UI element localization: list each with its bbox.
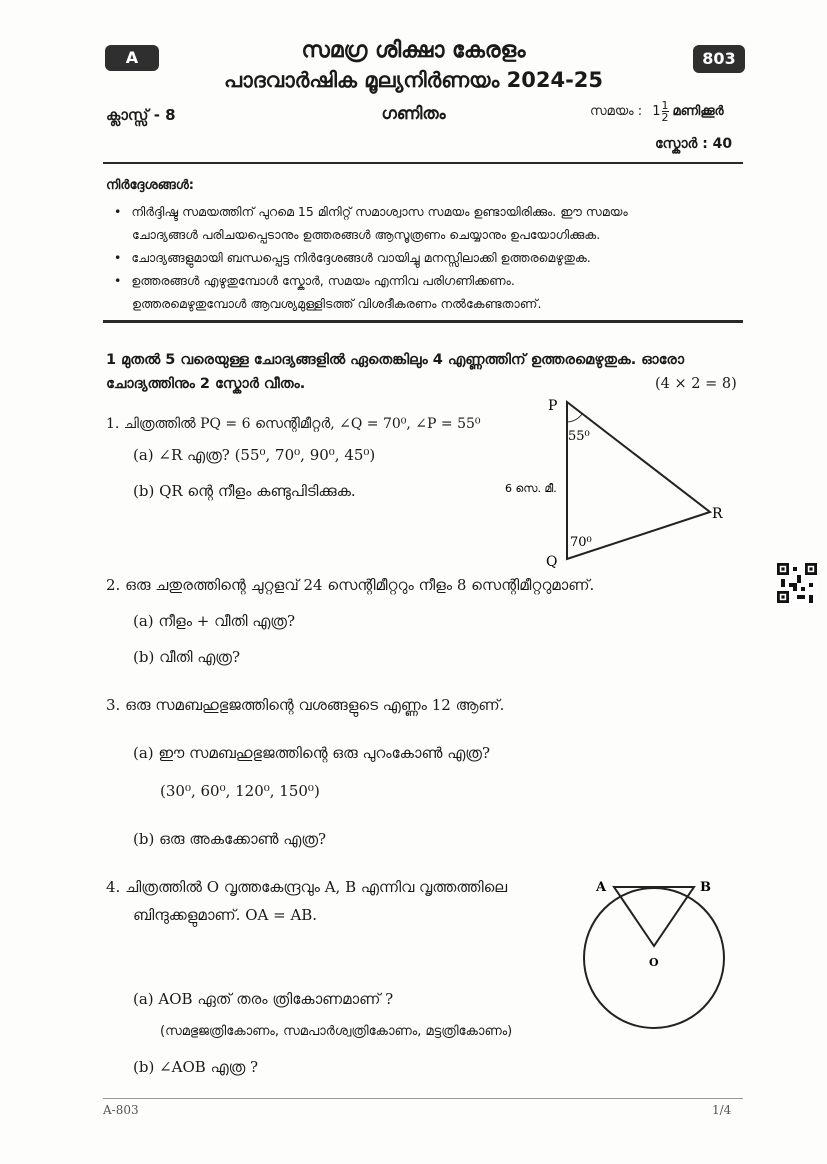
instruction-item: ഉത്തരമെഴുതുമ്പോൾ ആവശ്യമുള്ളിടത്ത് വിശദീകരണം നൽകേണ്ടതാണ്.	[132, 296, 542, 311]
time-label: സമയം :	[590, 104, 643, 119]
angle-p-arc	[567, 414, 582, 422]
q1-part-b: (b) QR ന്റെ നീളം കണ്ടുപിടിക്കുക.	[133, 482, 356, 500]
q2-part-b: (b) വീതി എത്ര?	[133, 648, 240, 666]
q3-part-a-options: (30⁰, 60⁰, 120⁰, 150⁰)	[160, 782, 320, 800]
instruction-item: ചോദ്യങ്ങൾ പരിചയപ്പെടാനും ഉത്തരങ്ങൾ ആസൂത്രണം ചെയ്യാനും ഉപയോഗിക്കുക.	[132, 227, 601, 242]
section-instruction-line2: ചോദ്യത്തിനും 2 സ്കോർ വീതം.	[106, 376, 306, 392]
point-a-label: A	[596, 880, 607, 895]
instruction-item: • ഉത്തരങ്ങൾ എഴുതുമ്പോൾ സ്കോർ, സമയം എന്നിവ പരിഗണിക്കണം.	[114, 273, 515, 288]
time-unit: മണിക്കൂർ	[672, 104, 724, 119]
time-whole: 1	[652, 104, 661, 119]
q4-part-b: (b) ∠AOB എത്ര ?	[133, 1058, 259, 1076]
center-o-label: O	[649, 956, 659, 969]
time-fraction-num: 1	[661, 99, 669, 112]
instructions-heading: നിർദ്ദേശങ്ങൾ:	[106, 178, 194, 193]
q4-part-a-options: (സമഭുജത്രികോണം, സമപാർശ്വത്രികോണം, മട്ടത്രികോണം)	[160, 1024, 513, 1039]
exam-title: പാദവാർഷിക മൂല്യനിർണയം 2024-25	[223, 68, 604, 92]
instruction-item: • ചോദ്യങ്ങളുമായി ബന്ധപ്പെട്ട നിർദ്ദേശങ്ങൾ വായിച്ചു മനസ്സിലാക്കി ഉത്തരമെഴുതുക.	[114, 250, 591, 265]
total-score: സ്കോർ : 40	[655, 136, 733, 152]
subject-title: ഗണിതം	[381, 104, 446, 124]
vertex-p-label: P	[548, 398, 558, 414]
time-info	[590, 100, 724, 123]
vertex-r-label: R	[712, 506, 723, 522]
angle-p-label: 55⁰	[568, 429, 590, 444]
footer-divider	[103, 1098, 743, 1099]
q1-part-a: (a) ∠R എത്ര? (55⁰, 70⁰, 90⁰, 45⁰)	[133, 446, 376, 464]
triangle-aob	[614, 887, 694, 946]
instructions-list	[114, 200, 628, 315]
page-number: 1/4	[712, 1103, 732, 1117]
q4-circle-figure	[578, 870, 738, 1030]
instructions-divider	[103, 320, 743, 323]
class-label: ക്ലാസ്സ് - 8	[106, 106, 176, 124]
footer-code: A-803	[103, 1103, 139, 1117]
angle-q-label: 70⁰	[570, 535, 592, 550]
q4-stem-line2: ബിന്ദുക്കളുമാണ്. OA = AB.	[133, 906, 318, 924]
qr-code	[777, 563, 817, 603]
vertex-q-label: Q	[546, 554, 558, 570]
q3-part-b: (b) ഒരു അകക്കോൺ എത്ര?	[133, 830, 327, 848]
header-divider	[103, 162, 743, 164]
q2-stem: 2. ഒരു ചതുരത്തിന്റെ ചുറ്റളവ് 24 സെന്റിമീറ്ററും നീളം 8 സെന്റിമീറ്ററുമാണ്.	[106, 576, 595, 594]
section-instruction-line1: 1 മുതൽ 5 വരെയുള്ള ചോദ്യങ്ങളിൽ ഏതെങ്കിലും 4 എണ്ണത്തിന് ഉത്തരമെഴുതുക. ഓരോ	[106, 352, 685, 368]
q2-part-a: (a) നീളം + വീതി എത്ര?	[133, 612, 296, 630]
side-pq-label: 6 സെ. മീ.	[505, 482, 557, 495]
exam-org-title: സമഗ്ര ശിക്ഷാ കേരളം	[301, 38, 526, 63]
point-b-label: B	[700, 880, 711, 895]
q1-triangle-figure	[500, 392, 740, 572]
q1-stem: 1. ചിത്രത്തിൽ PQ = 6 സെന്റിമീറ്റർ, ∠Q = 70⁰, ∠P = 55⁰	[106, 416, 481, 432]
time-fraction-den: 2	[661, 111, 669, 124]
instruction-item: • നിർദ്ദിഷ്ട സമയത്തിന് പുറമെ 15 മിനിറ്റ് സമാശ്വാസ സമയം ഉണ്ടായിരിക്കും. ഈ സമയം	[114, 204, 628, 219]
q4-stem-line1: 4. ചിത്രത്തിൽ O വൃത്തകേന്ദ്രവും A, B എന്നിവ വൃത്തത്തിലെ	[106, 878, 508, 896]
paper-code-badge: 803	[693, 45, 745, 73]
q4-part-a: (a) AOB ഏത് തരം ത്രികോണമാണ് ?	[133, 990, 394, 1008]
section-marks: (4 × 2 = 8)	[655, 376, 737, 392]
q3-stem: 3. ഒരു സമബഹുഭുജത്തിന്റെ വശങ്ങളുടെ എണ്ണം 12 ആണ്.	[106, 696, 505, 714]
set-badge: A	[105, 45, 159, 71]
q3-part-a: (a) ഈ സമബഹുഭുജത്തിന്റെ ഒരു പുറംകോൺ എത്ര?	[133, 744, 490, 762]
